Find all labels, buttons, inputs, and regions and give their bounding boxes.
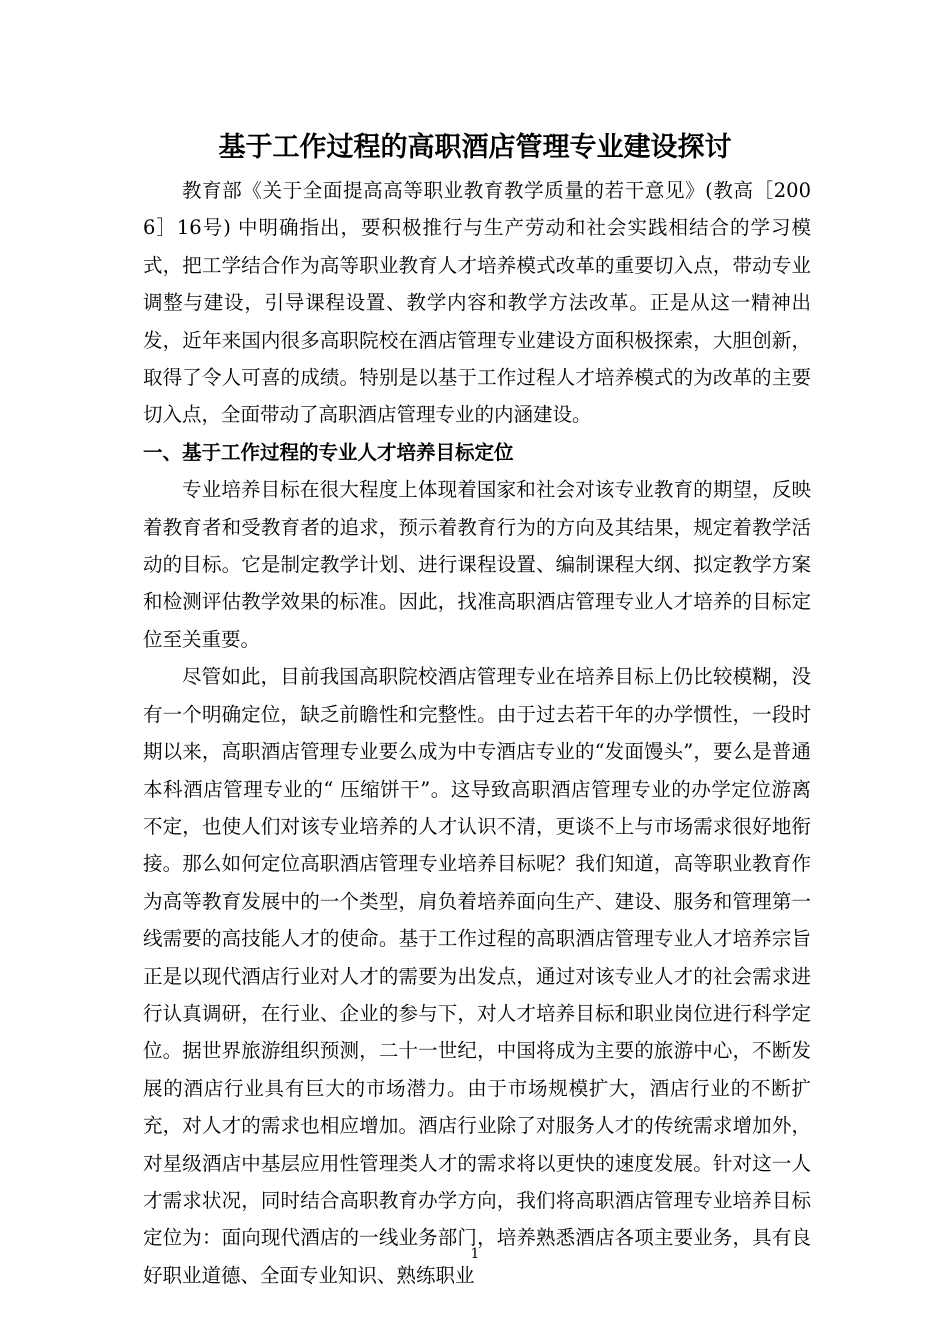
intro-paragraph: 教育部《关于全面提高高等职业教育教学质量的若干意见》(教高［2006］16号) 中明确指出，要积极推行与生产劳动和社会实践相结合的学习模式，把工学结合作为高等职业教育人才培养模式改革的重要切入点，带动专业调整与建设，引导课程设置、教学内容和教学方法改革。正是从这一精神出发，近年来国内很多高职院校在酒店管理专业建设方面积极探索，大胆创新，取得了令人可喜的成绩。特别是以基于工作过程人才培养模式的为改革的主要切入点，全面带动了高职酒店管理专业的内涵建设。 — [143, 179, 811, 427]
section-heading: 一、基于工作过程的专业人才培养目标定位 — [143, 440, 514, 464]
page-number: 1 — [470, 1246, 480, 1262]
document-title: 基于工作过程的高职酒店管理专业建设探讨 — [218, 132, 732, 163]
document-body — [143, 172, 811, 1294]
section-paragraph: 专业培养目标在很大程度上体现着国家和社会对该专业教育的期望，反映着教育者和受教育者的追求，预示着教育行为的方向及其结果，规定着教学活动的目标。它是制定教学计划、进行课程设置、编制课程大纲、拟定教学方案和检测评估教学效果的标准。因此，找准高职酒店管理专业人才培养的目标定位至关重要。 — [143, 478, 811, 651]
section-paragraph: 尽管如此，目前我国高职院校酒店管理专业在培养目标上仍比较模糊，没有一个明确定位，缺乏前瞻性和完整性。由于过去若干年的办学惯性，一段时期以来，高职酒店管理专业要么成为中专酒店专业的“发面馒头”，要么是普通本科酒店管理专业的“ 压缩饼干”。这导致高职酒店管理专业的办学定位游离不定，也使人们对该专业培养的人才认识不清，更谈不上与市场需求很好地衔接。那么如何定位高职酒店管理专业培养目标呢？我们知道，高等职业教育作为高等教育发展中的一个类型，肩负着培养面向生产、建设、服务和管理第一线需要的高技能人才的使命。基于工作过程的高职酒店管理专业人才培养宗旨正是以现代酒店行业对人才的需要为出发点，通过对该专业人才的社会需求进行认真调研，在行业、企业的参与下，对人才培养目标和职业岗位进行科学定位。据世界旅游组织预测，二十一世纪，中国将成为主要的旅游中心，不断发展的酒店行业具有巨大的市场潜力。由于市场规模扩大，酒店行业的不断扩充，对人才的需求也相应增加。酒店行业除了对服务人才的传统需求增加外，对星级酒店中基层应用性管理类人才的需求将以更快的速度发展。针对这一人才需求状况，同时结合高职教育办学方向，我们将高职酒店管理专业培养目标定位为：面向现代酒店的一线业务部门，培养熟悉酒店各项主要业务，具有良好职业道德、全面专业知识、熟练职业 — [143, 665, 811, 1287]
